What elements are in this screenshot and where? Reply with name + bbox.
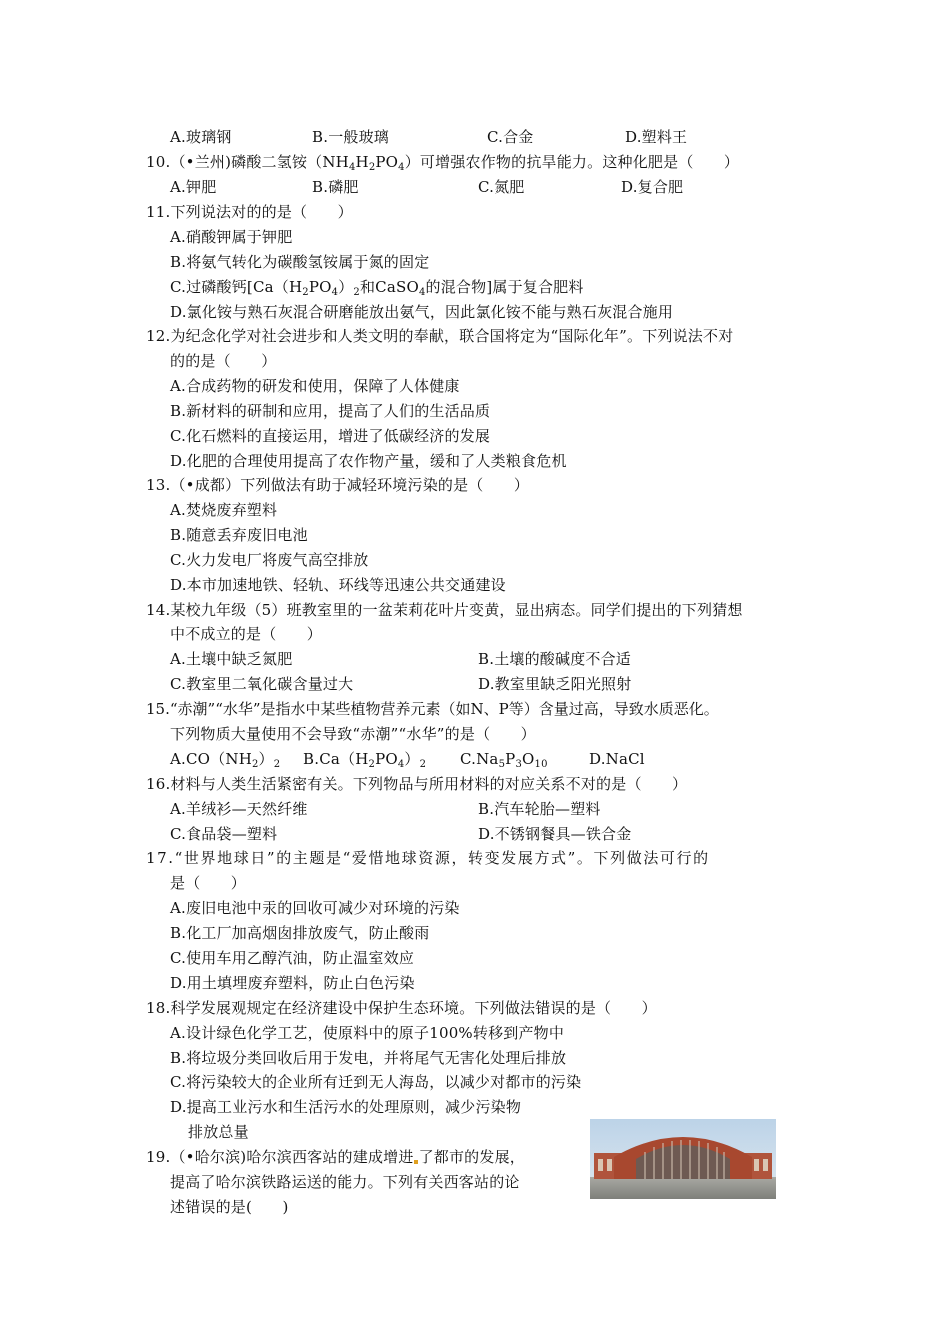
- q15-option-d: D.NaCl: [589, 750, 645, 768]
- q13-option-d: D.本市加速地铁、轻轨、环线等迅速公共交通建设: [170, 576, 506, 594]
- q17-option-a: A.废旧电池中汞的回收可减少对环境的污染: [170, 899, 460, 917]
- q17-stem-line1: 17.“世界地球日”的主题是“爱惜地球资源，转变发展方式”。下列做法可行的: [146, 849, 710, 867]
- q12-stem-line2: 的的是（ ）: [170, 352, 277, 370]
- q10-option-a: A.钾肥: [170, 178, 217, 196]
- q16-option-d: D.不锈钢餐具—铁合金: [478, 825, 632, 843]
- q13-option-a: A.焚烧废弃塑料: [170, 501, 278, 519]
- q18-option-c: C.将污染较大的企业所有迁到无人海岛，以减少对都市的污染: [170, 1073, 582, 1091]
- q17-option-b: B.化工厂加高烟囱排放废气，防止酸雨: [170, 924, 430, 942]
- q9-option-c: C.合金: [487, 128, 534, 146]
- q11-stem: 11.下列说法对的的是（ ）: [146, 203, 353, 221]
- q13-stem: 13.（•成都）下列做法有助于减轻环境污染的是（ ）: [146, 476, 530, 494]
- q17-stem-line2: 是（ ）: [170, 874, 247, 892]
- q14-option-c: C.教室里二氧化碳含量过大: [170, 675, 354, 693]
- q15-stem-line2: 下列物质大量使用不会导致“赤潮”“水华”的是（ ）: [170, 725, 536, 743]
- marker-dot: [414, 1160, 418, 1164]
- q19-stem-line3: 述错误的是( ): [170, 1198, 289, 1216]
- q18-option-d-line1: D.提高工业污水和生活污水的处理原则，减少污染物: [170, 1098, 522, 1116]
- q16-stem: 16.材料与人类生活紧密有关。下列物品与所用材料的对应关系不对的是（ ）: [146, 775, 688, 793]
- q15-option-b: $B.Ca(H_2PO_4)_2$: [303, 750, 427, 770]
- station-photo: [590, 1119, 776, 1199]
- q14-stem-line1: 14.某校九年级（5）班教室里的一盆茉莉花叶片变黄，显出病态。同学们提出的下列猜想: [146, 601, 743, 619]
- q9-option-a: A.玻璃钢: [170, 128, 232, 146]
- q16-option-a: A.羊绒衫—天然纤维: [170, 800, 308, 818]
- q15-option-a: $A.CO(NH_2)_2$: [170, 750, 281, 770]
- q18-stem: 18.科学发展观规定在经济建设中保护生态环境。下列做法错误的是（ ）: [146, 999, 657, 1017]
- q18-option-a: A.设计绿色化学工艺，使原料中的原子100%转移到产物中: [170, 1024, 565, 1042]
- q12-option-c: C.化石燃料的直接运用，增进了低碳经济的发展: [170, 427, 491, 445]
- q19-stem-line2: 提高了哈尔滨铁路运送的能力。下列有关西客站的论: [170, 1173, 520, 1191]
- q14-option-b: B.土壤的酸碱度不合适: [478, 650, 631, 668]
- q17-option-c: C.使用车用乙醇汽油，防止温室效应: [170, 949, 415, 967]
- q12-option-b: B.新材料的研制和应用，提高了人们的生活品质: [170, 402, 491, 420]
- q14-option-d: D.教室里缺乏阳光照射: [478, 675, 632, 693]
- q12-option-a: A.合成药物的研发和使用，保障了人体健康: [170, 377, 460, 395]
- q13-option-b: B.随意丢弃废旧电池: [170, 526, 308, 544]
- q16-option-b: B.汽车轮胎—塑料: [478, 800, 601, 818]
- q18-option-d-line2: 排放总量: [188, 1123, 249, 1141]
- q11-option-a: A.硝酸钾属于钾肥: [170, 228, 293, 246]
- q12-stem-line1: 12.为纪念化学对社会进步和人类文明的奉献，联合国将定为“国际化年”。下列说法不对: [146, 327, 734, 345]
- q14-option-a: A.土壤中缺乏氮肥: [170, 650, 293, 668]
- q9-option-d: D.塑料王: [625, 128, 688, 146]
- q10-option-b: B.磷肥: [312, 178, 359, 196]
- q15-option-c: $C.Na_5P_3O_{10}$: [460, 750, 548, 770]
- q11-option-b: B.将氨气转化为碳酸氢铵属于氮的固定: [170, 253, 430, 271]
- q10-option-d: D.复合肥: [621, 178, 684, 196]
- q9-option-b: B.一般玻璃: [312, 128, 389, 146]
- q16-option-c: C.食品袋—塑料: [170, 825, 278, 843]
- q13-option-c: C.火力发电厂将废气高空排放: [170, 551, 369, 569]
- q14-stem-line2: 中不成立的是（ ）: [170, 625, 323, 643]
- q17-option-d: D.用土填埋废弃塑料，防止白色污染: [170, 974, 415, 992]
- q15-stem-line1: 15.“赤潮”“水华”是指水中某些植物营养元素（如N、P等）含量过高，导致水质恶化。: [146, 700, 719, 718]
- q10-stem: 10.（•兰州)磷酸二氢铵$(NH_4H_2PO_4)$可增强农作物的抗旱能力。这种化肥是（ ）: [146, 153, 740, 173]
- q18-option-b: B.将垃圾分类回收后用于发电，并将尾气无害化处理后排放: [170, 1049, 567, 1067]
- q10-option-c: C.氮肥: [478, 178, 525, 196]
- q11-option-d: D.氯化铵与熟石灰混合研磨能放出氨气，因此氯化铵不能与熟石灰混合施用: [170, 303, 674, 321]
- q12-option-d: D.化肥的合理使用提高了农作物产量，缓和了人类粮食危机: [170, 452, 567, 470]
- q19-stem-line1: 19.（•哈尔滨)哈尔滨西客站的建成增进 了都市的发展，: [146, 1148, 525, 1166]
- q11-option-c: C.过磷酸钙[$Ca(H_2PO_4)_2$和CaSO$_4$的混合物]属于复合肥料: [170, 278, 584, 298]
